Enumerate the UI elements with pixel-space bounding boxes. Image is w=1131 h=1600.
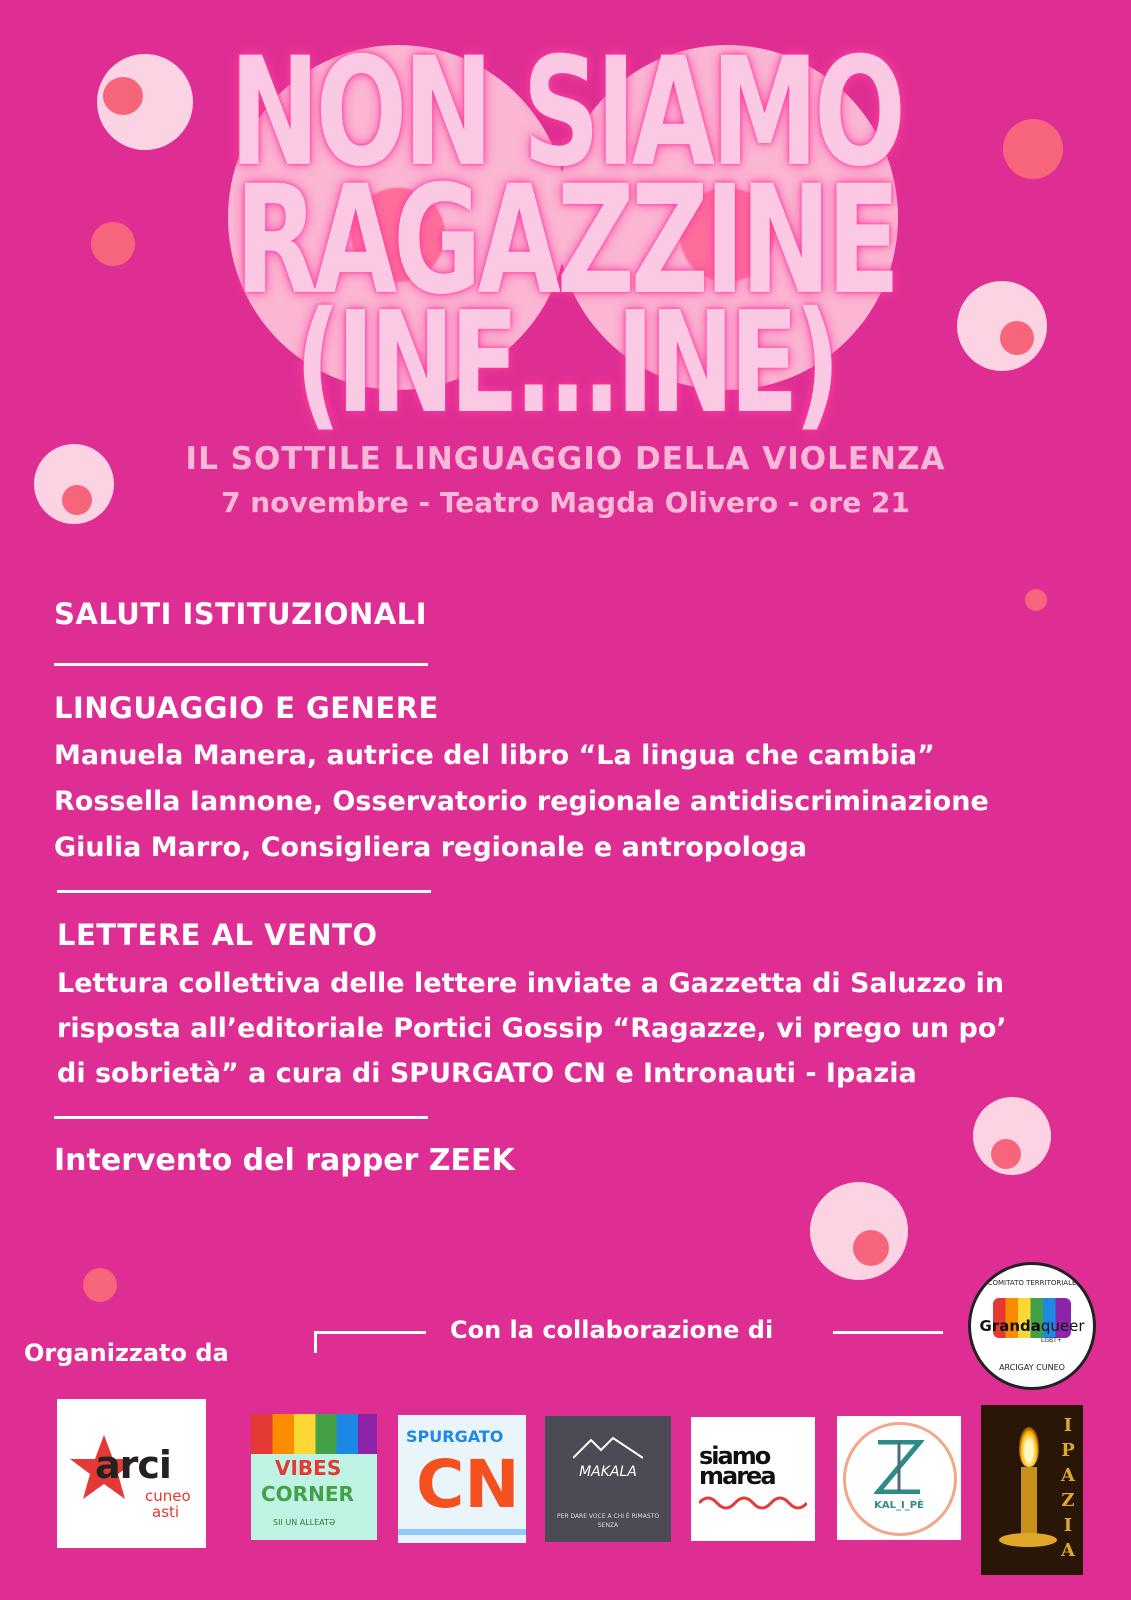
decor-dot bbox=[83, 1268, 117, 1302]
ipazia-logo bbox=[981, 1405, 1083, 1575]
arci-sub2: asti bbox=[152, 1503, 180, 1521]
makala-logo bbox=[545, 1416, 671, 1542]
kalipe-logo bbox=[837, 1416, 961, 1540]
event-date-venue: 7 novembre - Teatro Magda Olivero - ore 21 bbox=[221, 486, 910, 519]
collaboration-label: Con la collaborazione di bbox=[450, 1316, 774, 1344]
title-line-3: (INE...INE) bbox=[295, 282, 836, 445]
decor-circle bbox=[810, 1182, 908, 1280]
speaker-line: Giulia Marro, Consigliera regionale e antropologa bbox=[54, 832, 808, 863]
title-line-1: NON SIAMO bbox=[229, 26, 902, 200]
section-text-line: Lettura collettiva delle lettere inviate a Gazzetta di Saluzzo in bbox=[57, 968, 1005, 999]
wave-icon bbox=[699, 1491, 807, 1511]
arci-sub1: cuneo bbox=[145, 1487, 191, 1505]
decor-dot bbox=[1025, 589, 1047, 611]
title-line-2: RAGAZZINE bbox=[234, 154, 897, 328]
section-heading-lettere: LETTERE AL VENTO bbox=[57, 918, 378, 952]
divider bbox=[54, 663, 428, 666]
siamo-marea-logo bbox=[691, 1417, 815, 1541]
decor-dot bbox=[1000, 321, 1034, 355]
spurgato-bottom: CN bbox=[416, 1446, 520, 1523]
rapper-intervention: Intervento del rapper ZEEK bbox=[54, 1143, 515, 1178]
ipazia-name: IPAZIA bbox=[1061, 1415, 1075, 1561]
candle-body-icon bbox=[1021, 1467, 1037, 1537]
kalipe-name: KAL_I_PÈ bbox=[874, 1500, 924, 1511]
section-text-line: risposta all’editoriale Portici Gossip “Ragazze, vi prego un po’ bbox=[57, 1013, 1007, 1044]
vibes-line2: CORNER bbox=[261, 1482, 354, 1506]
speaker-line: Manuela Manera, autrice del libro “La lingua che cambia” bbox=[54, 740, 935, 771]
collab-line-tick bbox=[314, 1331, 317, 1353]
vibes-corner-logo bbox=[251, 1414, 377, 1540]
stripe bbox=[398, 1529, 526, 1535]
spurgato-cn-logo bbox=[398, 1415, 526, 1543]
siamomarea-line2: marea bbox=[699, 1462, 775, 1490]
collab-line-right bbox=[833, 1331, 943, 1334]
granda-bold: Granda bbox=[979, 1317, 1041, 1335]
makala-tagline: PER DARE VOCE A CHI È RIMASTO SENZA bbox=[556, 1513, 660, 1529]
granda-queer-logo bbox=[968, 1262, 1096, 1390]
organized-by-label: Organizzato da bbox=[24, 1339, 229, 1367]
k-mark-icon bbox=[874, 1440, 924, 1494]
rainbow-drips-icon bbox=[251, 1414, 377, 1454]
section-heading-saluti: SALUTI ISTITUZIONALI bbox=[54, 597, 428, 631]
decor-dot bbox=[103, 77, 143, 115]
section-heading-linguaggio: LINGUAGGIO E GENERE bbox=[54, 691, 439, 725]
candle-base-icon bbox=[999, 1533, 1057, 1547]
decor-dot bbox=[1003, 119, 1063, 179]
section-text-line: di sobrietà” a cura di SPURGATO CN e Intronauti - Ipazia bbox=[57, 1058, 917, 1089]
makala-name: MAKALA bbox=[579, 1464, 637, 1480]
spurgato-top: SPURGATO bbox=[406, 1427, 504, 1446]
event-subtitle: IL SOTTILE LINGUAGGIO DELLA VIOLENZA bbox=[185, 441, 946, 477]
vibes-line1: VIBES bbox=[275, 1456, 342, 1480]
candle-flame-icon bbox=[1019, 1427, 1039, 1467]
divider bbox=[54, 1116, 428, 1119]
decor-dot bbox=[853, 1230, 889, 1266]
divider bbox=[57, 890, 431, 893]
decor-dot bbox=[991, 1139, 1021, 1169]
mountain-icon bbox=[573, 1436, 643, 1460]
vibes-tag: SII UN ALLEATƏ bbox=[273, 1518, 336, 1527]
arci-main: arci bbox=[95, 1443, 171, 1487]
arci-logo bbox=[57, 1399, 206, 1548]
speaker-line: Rossella Iannone, Osservatorio regionale antidiscriminazione bbox=[54, 786, 989, 817]
collab-line-left bbox=[314, 1331, 426, 1334]
siamomarea-line1: siamo bbox=[699, 1442, 770, 1470]
granda-top-text: COMITATO TERRITORIALE bbox=[987, 1279, 1077, 1287]
granda-bottom-text: ARCIGAY CUNEO bbox=[999, 1363, 1065, 1372]
granda-name bbox=[971, 1317, 1093, 1335]
decor-dot bbox=[91, 222, 135, 266]
granda-light: queer bbox=[1040, 1317, 1085, 1335]
granda-lgbt: LGBT+ bbox=[1041, 1337, 1062, 1344]
